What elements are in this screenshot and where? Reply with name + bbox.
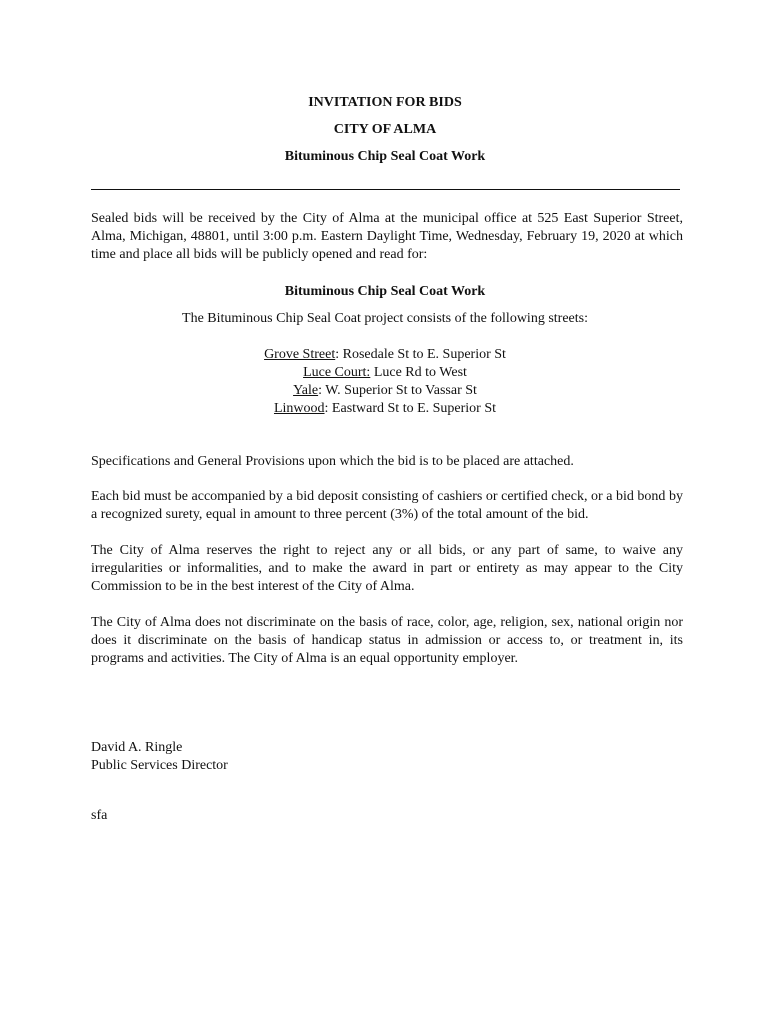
signatory-name: David A. Ringle <box>91 740 183 755</box>
street-line-yale <box>0 382 770 400</box>
signatory-title: Public Services Director <box>91 758 228 773</box>
doc-heading-subject: Bituminous Chip Seal Coat Work <box>284 149 486 164</box>
doc-heading-city: CITY OF ALMA <box>333 122 437 137</box>
doc-heading-title: INVITATION FOR BIDS <box>308 95 462 110</box>
street-separator: : <box>335 347 340 362</box>
street-line-linwood <box>0 400 770 418</box>
street-line-luce <box>0 364 770 382</box>
street-range: Rosedale St to E. Superior St <box>339 347 506 362</box>
project-description: The Bituminous Chip Seal Coat project consists of the following streets: <box>182 311 588 326</box>
header-divider <box>91 189 680 190</box>
street-range: Eastward St to E. Superior St <box>328 401 497 416</box>
street-name: Linwood <box>273 401 325 416</box>
specifications-paragraph: Specifications and General Provisions upon which the bid is to be placed are attached. <box>91 454 574 469</box>
street-line-grove <box>0 346 770 364</box>
typist-initials: sfa <box>91 808 108 823</box>
street-name: Luce Court: <box>303 365 371 380</box>
street-name: Grove Street <box>264 347 336 362</box>
street-separator: : <box>324 401 329 416</box>
street-range: W. Superior St to Vassar St <box>321 383 477 398</box>
street-range: Luce Rd to West <box>370 365 467 380</box>
street-separator: : <box>318 383 322 398</box>
bid-deposit-paragraph: Each bid must be accompanied by a bid deposit consisting of cashiers or certified check, or a bid bond by a recognized surety, equal in amount to three percent (3%) of the total amount of the bid. <box>91 489 683 522</box>
equal-opportunity-paragraph: The City of Alma does not discriminate on the basis of race, color, age, religion, sex, national origin nor does it discriminate on the basis of handicap status in admission or access to, or treatment in, its programs and activities. The City of Alma is an equal opportunity employer. <box>91 615 683 666</box>
reservation-of-rights-paragraph: The City of Alma reserves the right to reject any or all bids, or any part of same, to waive any irregularities or informalities, and to make the award in part or entirety as may appear to the City Commission to be in the best interest of the City of Alma. <box>91 543 683 594</box>
project-title: Bituminous Chip Seal Coat Work <box>284 284 486 299</box>
street-name: Yale <box>293 383 319 398</box>
intro-paragraph: Sealed bids will be received by the City of Alma at the municipal office at 525 East Superior Street, Alma, Michigan, 48801, until 3:00 p.m. Eastern Daylight Time, Wednesday, February 19, 2020 at which time and place all bids will be publicly opened and read for: <box>91 211 683 262</box>
